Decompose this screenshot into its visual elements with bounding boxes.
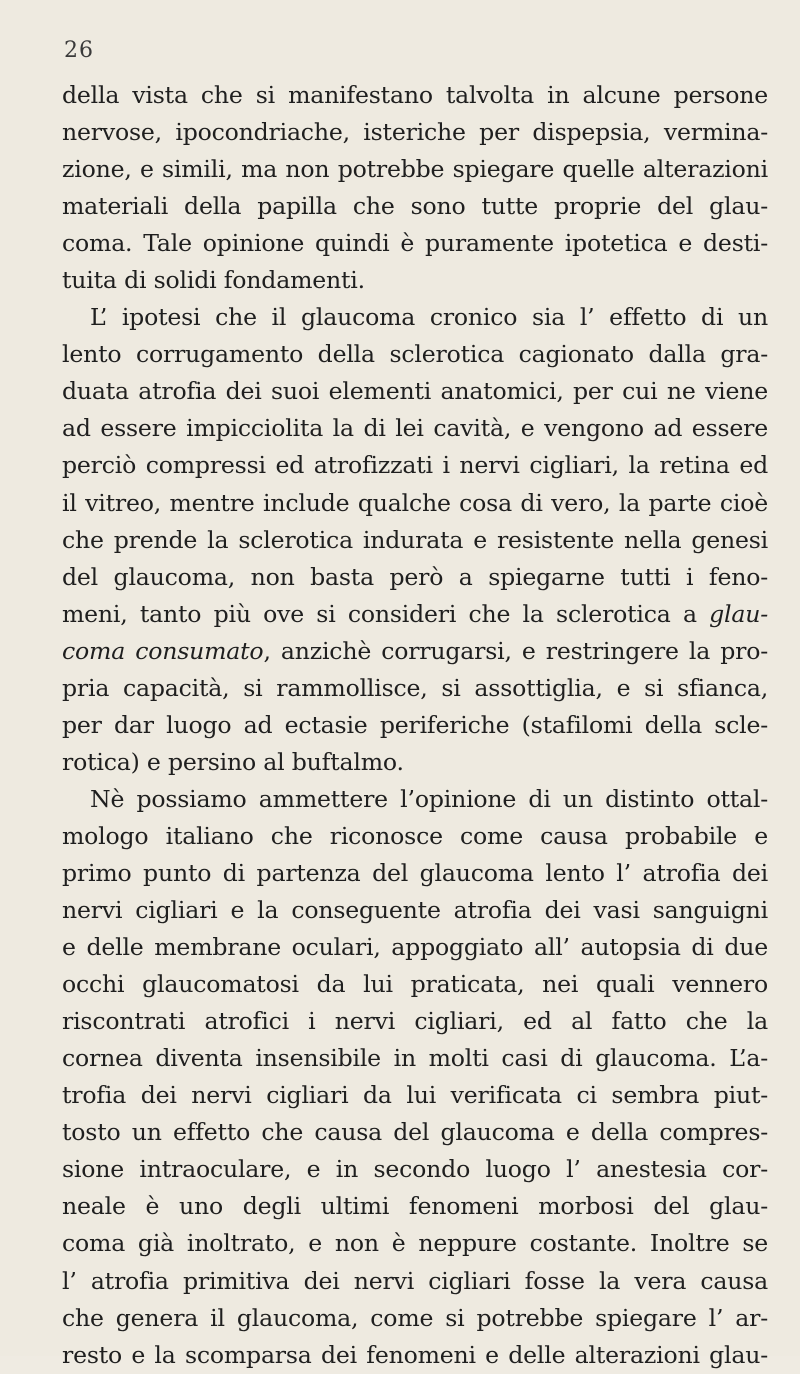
- body-text: [62, 77, 768, 1374]
- text-line: Nè possiamo ammettere l’opinione di un distinto ottal-: [90, 784, 768, 813]
- text-line: il vitreo, mentre include qualche cosa di vero, la parte cioè: [62, 488, 768, 517]
- text-line: nervi cigliari e la conseguente atrofia dei vasi sanguigni: [62, 896, 768, 925]
- text-line: coma consumato, anzichè corrugarsi, e restringere la pro-: [62, 636, 768, 665]
- text-line: l’ atrofia primitiva dei nervi cigliari fosse la vera causa: [62, 1266, 768, 1295]
- text-line: sione intraoculare, e in secondo luogo l’ anestesia cor-: [62, 1155, 768, 1184]
- text-line: tuita di solidi fondamenti.: [62, 266, 365, 295]
- italic-term: glau-: [709, 599, 768, 628]
- text-line: riscontrati atrofici i nervi cigliari, ed al fatto che la: [62, 1007, 768, 1036]
- text-line: L’ ipotesi che il glaucoma cronico sia l’ effetto di un: [90, 303, 768, 332]
- text-line: tosto un effetto che causa del glaucoma e della compres-: [62, 1118, 768, 1147]
- text-line: della vista che si manifestano talvolta in alcune persone: [62, 81, 768, 109]
- text-line: rotica) e persino al buftalmo.: [62, 747, 404, 776]
- text-line: resto e la scomparsa dei fenomeni e delle alterazioni glau-: [62, 1340, 768, 1369]
- text-line: cornea diventa insensibile in molti casi di glaucoma. L’a-: [62, 1044, 768, 1073]
- text-line: primo punto di partenza del glaucoma lento l’ atrofia dei: [62, 858, 768, 887]
- text-line: mologo italiano che riconosce come causa probabile e: [62, 821, 768, 850]
- text-line: meni, tanto più ove si consideri che la sclerotica a glau-: [62, 599, 768, 628]
- text-line: materiali della papilla che sono tutte proprie del glau-: [62, 192, 768, 221]
- text-line: nervose, ipocondriache, isteriche per dispepsia, vermina-: [62, 118, 768, 147]
- text-line: occhi glaucomatosi da lui praticata, nei quali vennero: [62, 970, 768, 999]
- text-line: e delle membrane oculari, appoggiato all’ autopsia di due: [62, 933, 768, 962]
- text-line: coma. Tale opinione quindi è puramente ipotetica e desti-: [62, 229, 768, 258]
- text-line: neale è uno degli ultimi fenomeni morbosi del glau-: [62, 1192, 768, 1221]
- text-line: del glaucoma, non basta però a spiegarne tutti i feno-: [62, 562, 768, 591]
- text-line: che prende la sclerotica indurata e resistente nella genesi: [62, 525, 768, 554]
- text-line: zione, e simili, ma non potrebbe spiegare quelle alterazioni: [62, 155, 768, 184]
- text-line: pria capacità, si rammollisce, si assottiglia, e si sfianca,: [62, 673, 768, 702]
- text-line: che genera il glaucoma, come si potrebbe spiegare l’ ar-: [62, 1303, 768, 1332]
- text-line: duata atrofia dei suoi elementi anatomici, per cui ne viene: [62, 377, 768, 406]
- page-number: 26: [64, 38, 94, 63]
- text-line: per dar luogo ad ectasie periferiche (stafilomi della scle-: [62, 710, 768, 739]
- text-line: ad essere impicciolita la di lei cavità, e vengono ad essere: [62, 414, 768, 443]
- text-line: perciò compressi ed atrofizzati i nervi cigliari, la retina ed: [62, 451, 768, 480]
- text-line: trofia dei nervi cigliari da lui verificata ci sembra piut-: [62, 1081, 768, 1110]
- italic-term: coma consumato: [62, 636, 264, 665]
- text-line: coma già inoltrato, e non è neppure costante. Inoltre se: [62, 1229, 768, 1258]
- text-line: lento corrugamento della sclerotica cagionato dalla gra-: [62, 340, 768, 369]
